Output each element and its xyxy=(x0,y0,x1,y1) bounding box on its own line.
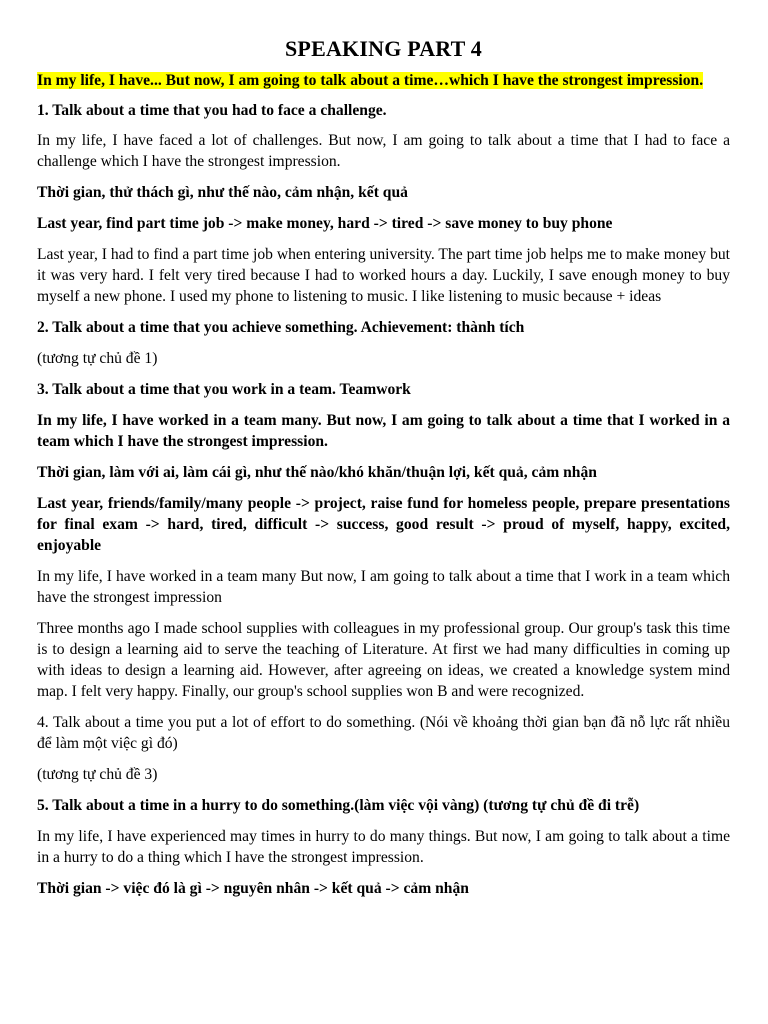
q3-opening-bold: In my life, I have worked in a team many. But now, I am going to talk about a time that I worked in a team which I have the strongest impression. xyxy=(37,412,730,450)
q1-outline: Thời gian, thử thách gì, như thế nào, cảm nhận, kết quả xyxy=(37,184,408,201)
q1-answer: Last year, I had to find a part time job when entering university. The part time job helps me to make money but it was very hard. I felt very tired because I had to worked hours a day. Luckily, I save enough money to buy myself a new phone. I used my phone to listening to music. I like listening to music because + ideas xyxy=(37,246,730,305)
q5-outline: Thời gian -> việc đó là gì -> nguyên nhân -> kết quả -> cảm nhận xyxy=(37,880,469,897)
q1-opening: In my life, I have faced a lot of challenges. But now, I am going to talk about a time that I had to face a challenge which I have the strongest impression. xyxy=(37,132,730,170)
q3-heading: 3. Talk about a time that you work in a team. Teamwork xyxy=(37,381,411,398)
q4-heading: 4. Talk about a time you put a lot of effort to do something. (Nói về khoảng thời gian bạn đã nỗ lực rất nhiều để làm một việc gì đó) xyxy=(37,714,730,752)
q3-outline: Thời gian, làm với ai, làm cái gì, như thế nào/khó khăn/thuận lợi, kết quả, cảm nhận xyxy=(37,464,597,481)
q5-opening: In my life, I have experienced may times in hurry to do many things. But now, I am going to talk about a time in a hurry to do a thing which I have the strongest impression. xyxy=(37,828,730,866)
document-page xyxy=(37,34,730,909)
q1-keywords: Last year, find part time job -> make money, hard -> tired -> save money to buy phone xyxy=(37,215,613,232)
q4-note: (tương tự chủ đề 3) xyxy=(37,766,158,783)
q3-answer: Three months ago I made school supplies with colleagues in my professional group. Our group's task this time is to design a learning aid to serve the teaching of Literature. At first we had many difficulties in coming up with ideas to design a learning aid. However, after agreeing on ideas, we created a knowledge system mind map. I felt very happy. Finally, our group's school supplies won B and were recognized. xyxy=(37,620,730,700)
q1-heading: 1. Talk about a time that you had to face a challenge. xyxy=(37,102,387,119)
q2-heading: 2. Talk about a time that you achieve something. Achievement: thành tích xyxy=(37,319,525,336)
q3-opening: In my life, I have worked in a team many But now, I am going to talk about a time that I work in a team which have the strongest impression xyxy=(37,568,730,606)
q3-keywords: Last year, friends/family/many people -> project, raise fund for homeless people, prepare presentations for final exam -> hard, tired, difficult -> success, good result -> proud of myself, happy, excited, enjoyable xyxy=(37,495,730,554)
q2-note: (tương tự chủ đề 1) xyxy=(37,350,158,367)
intro-template xyxy=(37,70,730,91)
intro-highlight: In my life, I have... But now, I am going to talk about a time…which I have the strongest impression. xyxy=(37,72,704,89)
q5-heading: 5. Talk about a time in a hurry to do something.(làm việc vội vàng) (tương tự chủ đề đi trễ) xyxy=(37,797,640,814)
page-title: SPEAKING PART 4 xyxy=(285,36,482,61)
